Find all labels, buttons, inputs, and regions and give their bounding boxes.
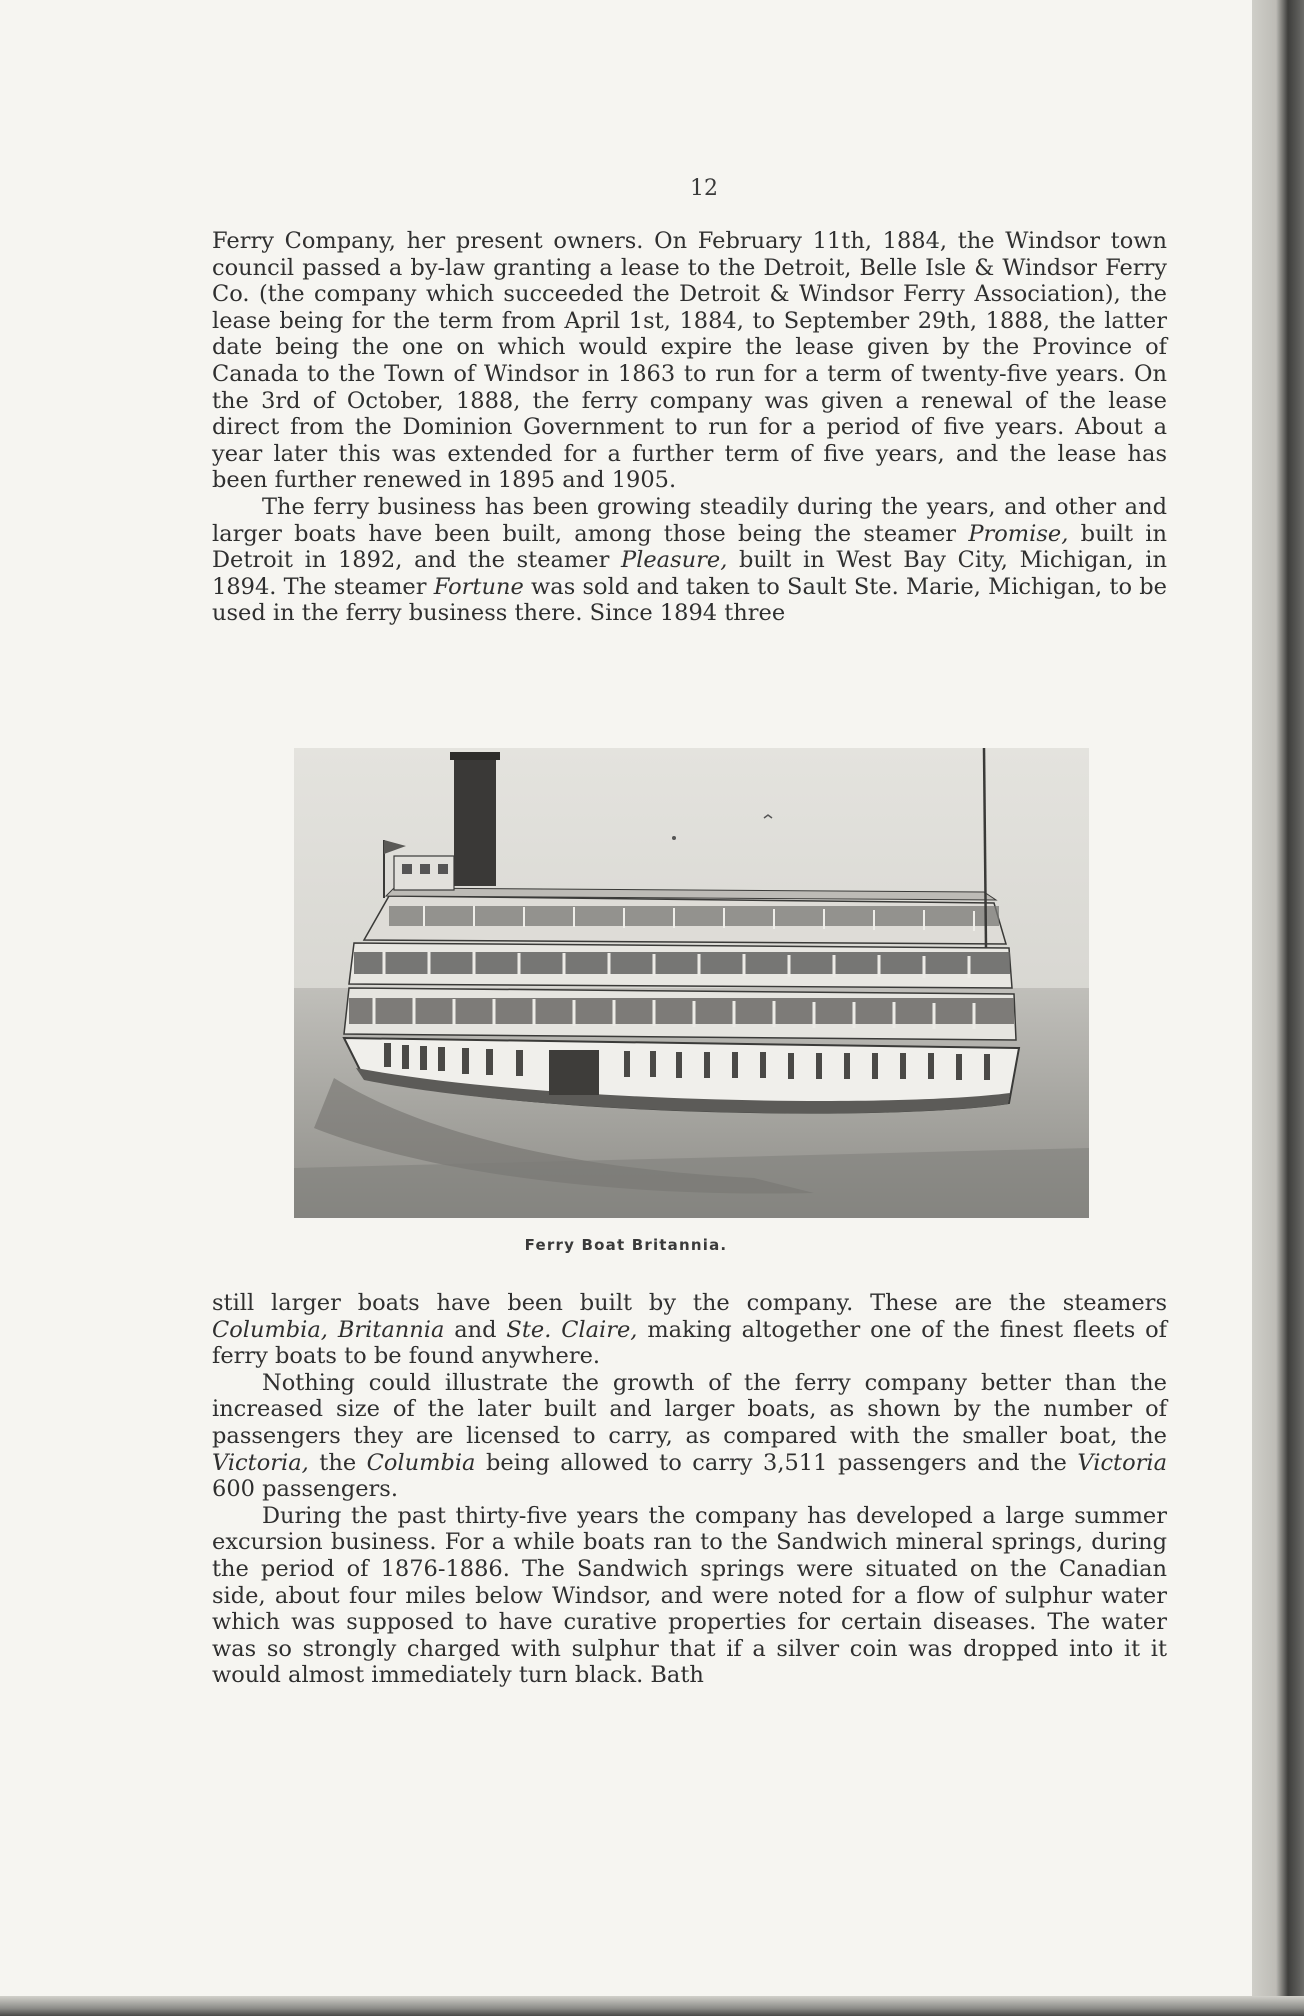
- paragraph: [212, 1290, 1167, 1370]
- page-number: 12: [690, 176, 718, 201]
- italic-text: Victoria,: [212, 1449, 309, 1476]
- text-run: and: [444, 1316, 507, 1343]
- italic-text: Victoria: [1077, 1449, 1168, 1476]
- italic-text: Columbia: [366, 1449, 476, 1476]
- text-run: being allowed to carry 3,511 passengers and the: [475, 1449, 1078, 1476]
- ferry-boat-photo: [294, 748, 1089, 1218]
- text-run: Nothing could illustrate the growth of the ferry company better than the increased size of the later built and larger boats, as shown by the number of passengers they are licensed to carry, as compared with the smaller boat, the: [212, 1369, 1167, 1449]
- paragraph: [212, 494, 1167, 627]
- italic-text: Columbia, Britannia: [212, 1316, 445, 1343]
- italic-text: Ste. Claire,: [506, 1316, 638, 1343]
- paragraph: [212, 228, 1167, 494]
- page-edge-bottom: [0, 1996, 1304, 2016]
- smokestack: [454, 756, 496, 886]
- photo-caption: Ferry Boat Britannia.: [524, 1236, 728, 1254]
- italic-text: Pleasure,: [621, 547, 728, 574]
- text-run: built in West Bay City, Michigan, in 1894. The steamer: [212, 547, 1167, 600]
- text-run: During the past thirty-five years the company has developed a large summer excursion business. For a while boats ran to the Sandwich mineral springs, during the period of 1876-1886. The Sandwich springs were situated on the Canadian side, about four miles below Windsor, and were noted for a flow of sulphur water which was supposed to have curative properties for certain diseases. The water was so strongly charged with sulphur that if a silver coin was dropped into it it would almost immediately turn black. Bath: [212, 1502, 1167, 1689]
- top-text-block: [212, 228, 1167, 627]
- text-run: was sold and taken to Sault Ste. Marie, Michigan, to be used in the ferry business there. Since 1894 three: [212, 573, 1167, 627]
- text-run: still larger boats have been built by the company. These are the steamers: [212, 1290, 1167, 1316]
- page-edge-right: [1252, 0, 1304, 2016]
- bottom-text-block: [212, 1290, 1167, 1689]
- text-run: 600 passengers.: [212, 1476, 398, 1503]
- italic-text: Fortune: [433, 573, 524, 600]
- text-run: The ferry business has been growing steadily during the years, and other and larger boats have been built, among those being the steamer: [212, 493, 1167, 547]
- text-run: the: [308, 1449, 367, 1476]
- ferry-boat-illustration: [294, 748, 1089, 1218]
- paragraph: [212, 1503, 1167, 1689]
- paragraph: [212, 1370, 1167, 1503]
- text-run: making altogether one of the finest fleets of ferry boats to be found anywhere.: [212, 1316, 1167, 1370]
- italic-text: Promise,: [968, 520, 1069, 547]
- text-run: Ferry Company, her present owners. On February 11th, 1884, the Windsor town council passed a by-law granting a lease to the Detroit, Belle Isle & Windsor Ferry Co. (the company which succeeded the Detroit & Windsor Ferry Association), the lease being for the term from April 1st, 1884, to September 29th, 1888, the latter date being the one on which would expire the lease given by the Province of Canada to the Town of Windsor in 1863 to run for a term of twenty-five years. On the 3rd of October, 1888, the ferry company was given a renewal of the lease direct from the Dominion Government to run for a period of five years. About a year later this was extended for a further term of five years, and the lease has been further renewed in 1895 and 1905.: [212, 228, 1167, 494]
- text-run: built in Detroit in 1892, and the steamer: [212, 520, 1167, 574]
